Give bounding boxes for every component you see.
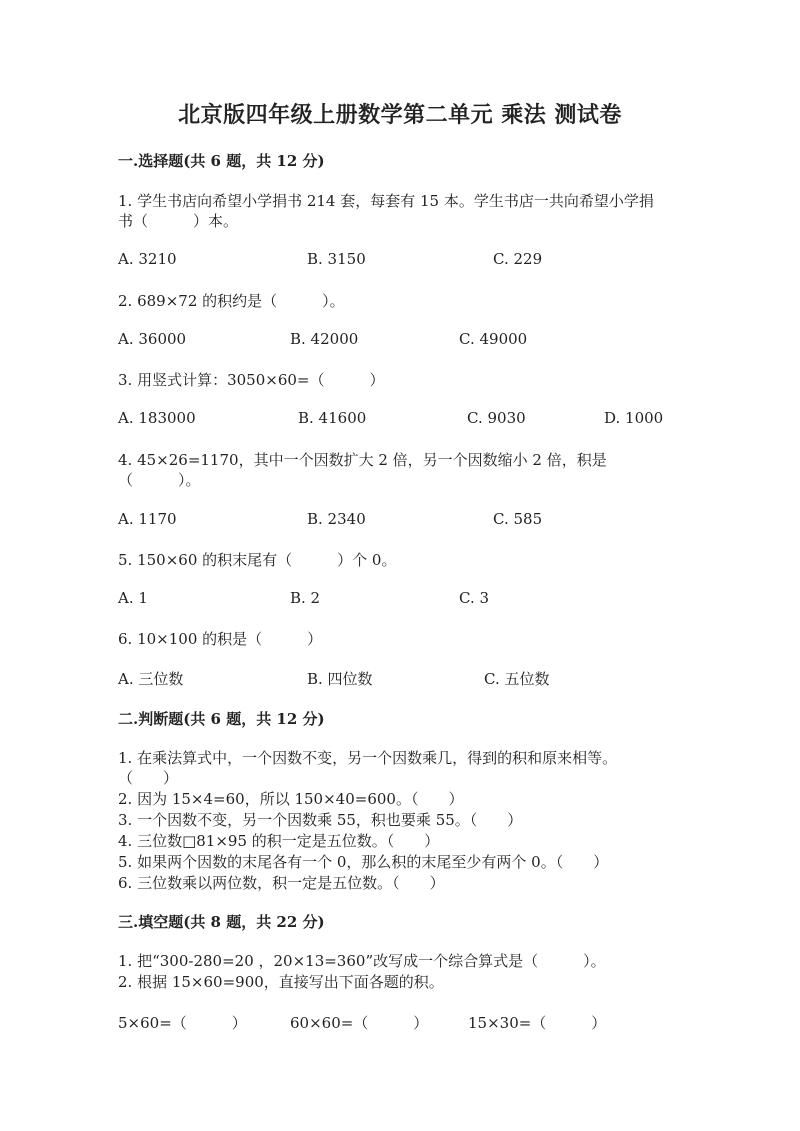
- option-c[interactable]: C. 3: [459, 589, 490, 607]
- option-a[interactable]: A. 183000: [118, 409, 196, 427]
- fill-item[interactable]: 5×60=（ ）: [118, 1014, 247, 1032]
- section-heading-judge: 二.判断题(共 6 题，共 12 分): [118, 710, 325, 728]
- option-b[interactable]: B. 3150: [307, 250, 366, 268]
- option-b[interactable]: B. 2340: [307, 510, 366, 528]
- option-c[interactable]: C. 9030: [467, 409, 526, 427]
- section-heading-choice: 一.选择题(共 6 题，共 12 分): [118, 152, 325, 170]
- option-c[interactable]: C. 五位数: [484, 670, 550, 688]
- judge-line: 1. 在乘法算式中，一个因数不变，另一个因数乘几，得到的积和原来相等。: [118, 749, 618, 767]
- fill-line: 2. 根据 15×60=900，直接写出下面各题的积。: [118, 973, 444, 991]
- fill-line: 1. 把“300-280=20 ，20×13=360”改写成一个综合算式是（ ）。: [118, 952, 606, 970]
- option-a[interactable]: A. 3210: [118, 250, 177, 268]
- fill-item[interactable]: 60×60=（ ）: [290, 1014, 429, 1032]
- option-d[interactable]: D. 1000: [604, 409, 664, 427]
- option-c[interactable]: C. 229: [493, 250, 543, 268]
- option-a[interactable]: A. 1170: [118, 510, 177, 528]
- option-a[interactable]: A. 36000: [118, 330, 187, 348]
- option-a[interactable]: A. 三位数: [118, 670, 184, 688]
- fill-item[interactable]: 15×30=（ ）: [468, 1014, 607, 1032]
- judge-line: 3. 一个因数不变，另一个因数乘 55，积也要乘 55。（ ）: [118, 811, 523, 829]
- option-b[interactable]: B. 42000: [290, 330, 359, 348]
- option-a[interactable]: A. 1: [118, 589, 148, 607]
- option-b[interactable]: B. 41600: [298, 409, 367, 427]
- option-c[interactable]: C. 49000: [459, 330, 528, 348]
- judge-line: 4. 三位数□81×95 的积一定是五位数。（ ）: [118, 832, 440, 850]
- judge-line: 2. 因为 15×4=60，所以 150×40=600。（ ）: [118, 790, 464, 808]
- judge-line: （ ）: [118, 769, 179, 787]
- judge-line: 5. 如果两个因数的末尾各有一个 0，那么积的末尾至少有两个 0。（ ）: [118, 853, 609, 871]
- option-b[interactable]: B. 2: [290, 589, 321, 607]
- option-c[interactable]: C. 585: [493, 510, 543, 528]
- option-b[interactable]: B. 四位数: [307, 670, 373, 688]
- section-heading-fill: 三.填空题(共 8 题，共 22 分): [118, 913, 325, 931]
- judge-line: 6. 三位数乘以两位数，积一定是五位数。（ ）: [118, 874, 445, 892]
- page-title: 北京版四年级上册数学第二单元 乘法 测试卷: [178, 102, 622, 128]
